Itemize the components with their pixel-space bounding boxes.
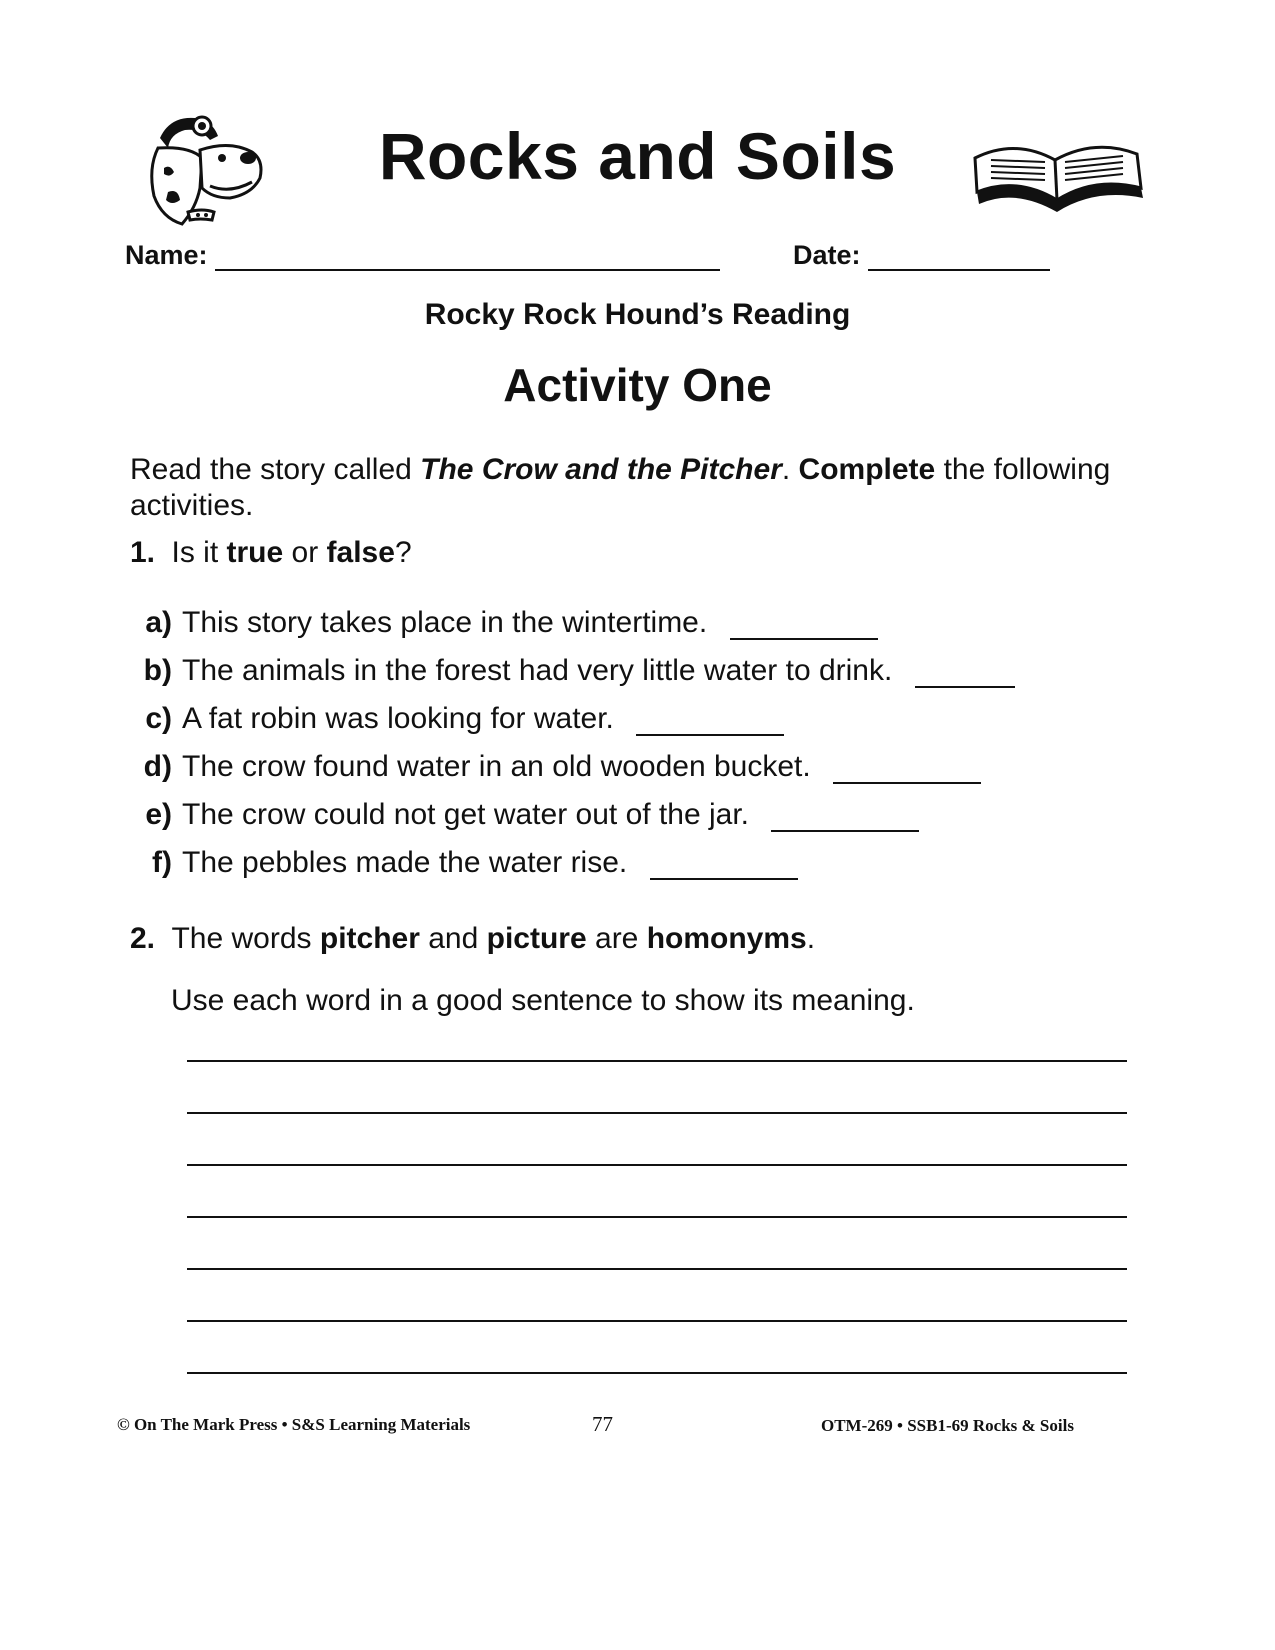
writing-line[interactable] (187, 1112, 1127, 1114)
complete-word: Complete (798, 453, 936, 486)
open-book-icon (965, 118, 1145, 228)
story-title: The Crow and the Pitcher (420, 453, 782, 486)
question-number: 1. (130, 536, 156, 569)
writing-line[interactable] (187, 1268, 1127, 1270)
item-text: The pebbles made the water rise. (182, 846, 628, 879)
name-label: Name: (125, 240, 208, 270)
writing-line[interactable] (187, 1320, 1127, 1322)
answer-blank[interactable] (771, 806, 919, 832)
question-2 (130, 922, 815, 956)
item-letter: f) (152, 846, 172, 879)
item-text: The animals in the forest had very little water to drink. (182, 654, 893, 687)
date-field[interactable] (793, 240, 1050, 271)
tf-item-f (130, 846, 798, 880)
item-letter: a) (145, 606, 172, 639)
footer-product-code: OTM-269 • SSB1-69 Rocks & Soils (821, 1416, 1074, 1435)
writing-line[interactable] (187, 1060, 1127, 1062)
footer-copyright: © On The Mark Press • S&S Learning Materials (117, 1415, 471, 1434)
tf-item-c (130, 702, 784, 736)
item-letter: b) (143, 654, 172, 687)
answer-blank[interactable] (915, 662, 1015, 688)
writing-line[interactable] (187, 1164, 1127, 1166)
question-1 (130, 536, 412, 570)
date-blank[interactable] (868, 245, 1050, 271)
item-letter: d) (143, 750, 172, 783)
intro-paragraph (130, 452, 1130, 524)
answer-blank[interactable] (636, 710, 784, 736)
name-blank[interactable] (215, 245, 720, 271)
tf-item-b (130, 654, 1015, 688)
answer-blank[interactable] (833, 758, 981, 784)
activity-title: Activity One (503, 359, 772, 411)
page-number: 77 (592, 1412, 613, 1436)
answer-blank[interactable] (730, 614, 878, 640)
tf-item-a (130, 606, 878, 640)
intro-text: the following activities. (130, 453, 1111, 522)
tf-item-d (130, 750, 981, 784)
section-subtitle: Rocky Rock Hound’s Reading (424, 298, 851, 331)
item-text: This story takes place in the wintertime. (182, 606, 708, 639)
question-text: The words pitcher and picture are homonyms. (171, 922, 816, 955)
question-instruction: Use each word in a good sentence to show its meaning. (171, 984, 915, 1017)
item-text: The crow found water in an old wooden bucket. (182, 750, 811, 783)
item-text: A fat robin was looking for water. (182, 702, 614, 735)
writing-line[interactable] (187, 1216, 1127, 1218)
item-text: The crow could not get water out of the jar. (182, 798, 749, 831)
name-field[interactable] (125, 240, 720, 271)
page-title: Rocks and Soils (378, 119, 897, 193)
question-text: Is it true or false? (171, 536, 412, 569)
tf-item-e (130, 798, 919, 832)
item-letter: c) (145, 702, 172, 735)
intro-text: Read the story called (130, 453, 421, 486)
date-label: Date: (793, 240, 861, 270)
item-letter: e) (145, 798, 172, 831)
writing-line[interactable] (187, 1372, 1127, 1374)
answer-blank[interactable] (650, 854, 798, 880)
question-number: 2. (130, 922, 156, 955)
intro-text: . (781, 453, 799, 486)
